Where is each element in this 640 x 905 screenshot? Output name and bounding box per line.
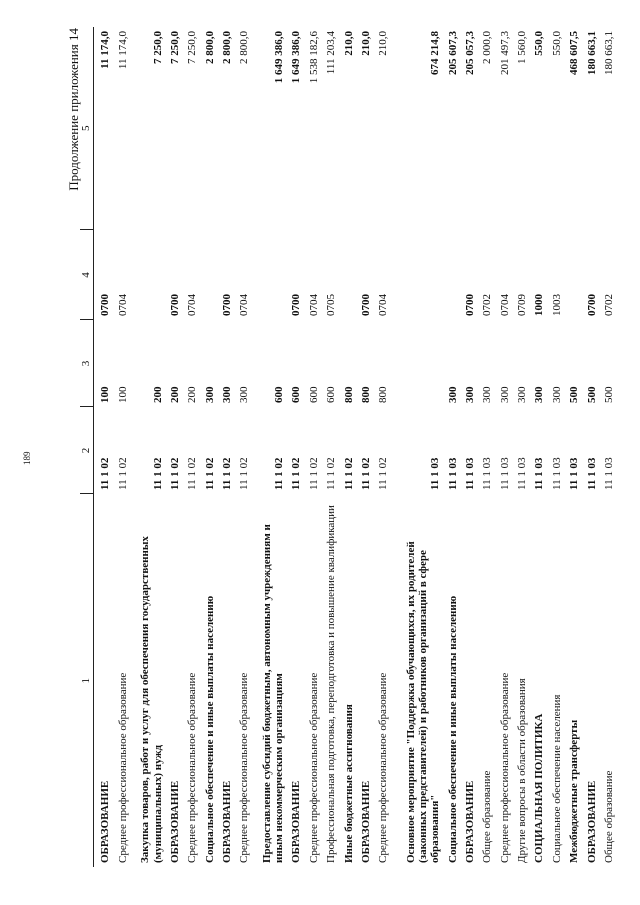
row-target-code: 11 1 03 xyxy=(429,457,442,490)
row-amount: 1 538 182,6 xyxy=(307,31,320,84)
row-expense-type: 300 xyxy=(550,386,563,403)
row-target-code: 11 1 02 xyxy=(307,457,320,490)
row-name: Основное мероприятие "Поддержка обучающихся, их родителей (законных представителей) и работников организаций в сфере образования" xyxy=(405,541,442,863)
row-expense-type: 600 xyxy=(290,386,303,403)
table-row xyxy=(598,27,615,867)
row-expense-type: 100 xyxy=(116,386,129,403)
row-target-code: 11 1 03 xyxy=(446,457,459,490)
row-expense-type: 800 xyxy=(359,386,372,403)
column-header-1: 1 xyxy=(80,494,94,867)
row-name: СОЦИАЛЬНАЯ ПОЛИТИКА xyxy=(533,713,546,863)
page-number: 189 xyxy=(22,451,32,465)
table-row xyxy=(198,27,215,867)
row-target-code: 11 1 02 xyxy=(186,457,199,490)
row-amount: 550,0 xyxy=(533,31,546,56)
row-section-code: 0700 xyxy=(99,294,112,316)
row-section-code: 0704 xyxy=(186,294,199,316)
row-amount: 2 800,0 xyxy=(203,31,216,64)
row-section-code xyxy=(441,230,458,320)
budget-table xyxy=(80,27,615,867)
row-name: Среднее профессиональное образование xyxy=(377,672,390,863)
row-amount: 210,0 xyxy=(342,31,355,56)
row-expense-type: 600 xyxy=(273,386,286,403)
row-section-code: 0704 xyxy=(116,294,129,316)
table-row xyxy=(546,27,563,867)
row-section-code: 0704 xyxy=(377,294,390,316)
row-section-code xyxy=(198,230,215,320)
row-name: Общее образование xyxy=(602,770,615,863)
row-section-code: 0704 xyxy=(238,294,251,316)
column-header-5: 5 xyxy=(80,27,94,230)
row-expense-type: 300 xyxy=(516,386,529,403)
row-name: Социальное обеспечение и иные выплаты населению xyxy=(203,595,216,863)
row-amount: 2 800,0 xyxy=(220,31,233,64)
row-name: Предоставление субсидий бюджетным, автономным учреждениям и иным некоммерческим организациям xyxy=(260,524,286,863)
table-row xyxy=(372,27,389,867)
row-amount: 1 560,0 xyxy=(516,31,529,64)
row-section-code: 1000 xyxy=(533,294,546,316)
column-header-4: 4 xyxy=(80,230,94,320)
row-section-code: 0702 xyxy=(481,294,494,316)
row-target-code: 11 1 03 xyxy=(498,457,511,490)
row-name: Иные бюджетные ассигнования xyxy=(342,704,355,863)
row-expense-type: 500 xyxy=(585,386,598,403)
row-expense-type: 500 xyxy=(602,386,615,403)
table-row xyxy=(320,27,337,867)
row-target-code: 11 1 03 xyxy=(533,457,546,490)
table-row xyxy=(285,27,302,867)
table-row xyxy=(250,27,285,867)
row-target-code: 11 1 02 xyxy=(220,457,233,490)
row-name: ОБРАЗОВАНИЕ xyxy=(359,780,372,863)
row-amount: 7 250,0 xyxy=(168,31,181,64)
row-target-code: 11 1 03 xyxy=(481,457,494,490)
table-row xyxy=(303,27,320,867)
table-row xyxy=(580,27,597,867)
row-name: Другие вопросы в области образования xyxy=(516,678,529,863)
budget-table-body xyxy=(80,27,615,867)
row-name: ОБРАЗОВАНИЕ xyxy=(168,780,181,863)
row-expense-type xyxy=(389,320,441,407)
row-section-code xyxy=(389,230,441,320)
row-expense-type: 100 xyxy=(99,386,112,403)
row-name: Общее образование xyxy=(481,770,494,863)
row-amount: 205 057,3 xyxy=(464,31,477,75)
row-target-code: 11 1 02 xyxy=(203,457,216,490)
row-amount: 11 174,0 xyxy=(99,31,112,69)
row-target-code: 11 1 02 xyxy=(99,457,112,490)
row-amount: 550,0 xyxy=(550,31,563,56)
row-target-code: 11 1 03 xyxy=(516,457,529,490)
row-name: Среднее профессиональное образование xyxy=(307,672,320,863)
row-section-code: 0705 xyxy=(325,294,338,316)
row-name: Межбюджетные трансферты xyxy=(568,719,581,863)
row-section-code: 0700 xyxy=(359,294,372,316)
row-section-code xyxy=(250,230,285,320)
row-name: ОБРАЗОВАНИЕ xyxy=(220,780,233,863)
row-amount: 11 174,0 xyxy=(116,31,129,70)
row-target-code: 11 1 02 xyxy=(342,457,355,490)
table-row xyxy=(112,27,129,867)
row-section-code: 0702 xyxy=(602,294,615,316)
row-amount: 7 250,0 xyxy=(186,31,199,64)
row-name: Среднее профессиональное образование xyxy=(498,672,511,863)
row-amount: 180 663,1 xyxy=(602,31,615,75)
table-row xyxy=(476,27,493,867)
row-name: Среднее профессиональное образование xyxy=(238,672,251,863)
row-expense-type: 500 xyxy=(568,386,581,403)
row-section-code xyxy=(129,230,164,320)
row-section-code xyxy=(563,230,580,320)
row-target-code: 11 1 02 xyxy=(359,457,372,490)
row-section-code: 0709 xyxy=(516,294,529,316)
row-amount: 180 663,1 xyxy=(585,31,598,75)
row-target-code: 11 1 02 xyxy=(377,457,390,490)
table-row xyxy=(129,27,164,867)
column-header-2: 2 xyxy=(80,407,94,494)
row-target-code: 11 1 03 xyxy=(464,457,477,490)
table-row xyxy=(94,27,112,867)
table-row xyxy=(337,27,354,867)
row-amount: 201 497,3 xyxy=(498,31,511,75)
table-row xyxy=(355,27,372,867)
table-row xyxy=(511,27,528,867)
row-expense-type: 300 xyxy=(203,386,216,403)
row-name: Социальное обеспечение и иные выплаты населению xyxy=(446,595,459,863)
row-amount: 2 000,0 xyxy=(481,31,494,64)
row-section-code: 0700 xyxy=(168,294,181,316)
row-amount: 2 800,0 xyxy=(238,31,251,64)
row-target-code: 11 1 02 xyxy=(151,457,164,490)
row-name: ОБРАЗОВАНИЕ xyxy=(290,780,303,863)
row-section-code xyxy=(337,230,354,320)
row-expense-type: 200 xyxy=(151,386,164,403)
row-amount: 1 649 386,0 xyxy=(273,31,286,84)
row-amount: 674 214,8 xyxy=(429,31,442,75)
row-expense-type: 300 xyxy=(498,386,511,403)
row-amount: 210,0 xyxy=(359,31,372,56)
table-row xyxy=(164,27,181,867)
row-target-code: 11 1 03 xyxy=(585,457,598,490)
row-expense-type: 300 xyxy=(533,386,546,403)
row-name: Среднее профессиональное образование xyxy=(116,672,129,863)
row-expense-type: 200 xyxy=(168,386,181,403)
header-row xyxy=(80,27,94,867)
row-expense-type: 600 xyxy=(325,386,338,403)
row-section-code: 0700 xyxy=(585,294,598,316)
row-section-code: 0700 xyxy=(290,294,303,316)
row-expense-type: 300 xyxy=(238,386,251,403)
row-amount: 468 607,5 xyxy=(568,31,581,75)
table-row xyxy=(563,27,580,867)
row-target-code: 11 1 02 xyxy=(238,457,251,490)
row-target-code: 11 1 02 xyxy=(290,457,303,490)
row-name: Профессиональная подготовка, переподготовка и повышение квалификации xyxy=(325,505,338,863)
row-target-code: 11 1 03 xyxy=(568,457,581,490)
table-row xyxy=(233,27,250,867)
row-expense-type: 300 xyxy=(220,386,233,403)
row-expense-type: 300 xyxy=(464,386,477,403)
row-expense-type: 600 xyxy=(307,386,320,403)
row-section-code: 0704 xyxy=(498,294,511,316)
row-amount: 111 203,4 xyxy=(325,31,338,75)
row-expense-type: 800 xyxy=(342,386,355,403)
row-name: Среднее профессиональное образование xyxy=(186,672,199,863)
column-header-3: 3 xyxy=(80,320,94,407)
row-name: ОБРАЗОВАНИЕ xyxy=(464,780,477,863)
table-row xyxy=(181,27,198,867)
row-name: Закупка товаров, работ и услуг для обеспечения государственных (муниципальных) нужд xyxy=(139,536,164,863)
table-row xyxy=(216,27,233,867)
row-target-code: 11 1 02 xyxy=(325,457,338,490)
row-section-code: 0700 xyxy=(220,294,233,316)
table-row xyxy=(459,27,476,867)
row-name: Социальное обеспечение населения xyxy=(550,694,563,863)
row-name: ОБРАЗОВАНИЕ xyxy=(585,780,598,863)
row-target-code: 11 1 03 xyxy=(550,457,563,490)
row-target-code: 11 1 02 xyxy=(168,457,181,490)
table-row xyxy=(493,27,510,867)
row-target-code: 11 1 03 xyxy=(602,457,615,490)
row-expense-type: 200 xyxy=(186,386,199,403)
table-row xyxy=(441,27,458,867)
table-row xyxy=(528,27,545,867)
row-expense-type: 300 xyxy=(446,386,459,403)
row-amount: 7 250,0 xyxy=(151,31,164,64)
row-section-code: 0700 xyxy=(464,294,477,316)
row-amount: 205 607,3 xyxy=(446,31,459,75)
row-target-code: 11 1 02 xyxy=(116,457,129,490)
row-expense-type: 300 xyxy=(481,386,494,403)
row-amount: 1 649 386,0 xyxy=(290,31,303,84)
row-section-code: 0704 xyxy=(307,294,320,316)
row-expense-type: 800 xyxy=(377,386,390,403)
row-amount: 210,0 xyxy=(377,31,390,56)
row-section-code: 1003 xyxy=(550,294,563,316)
table-row xyxy=(389,27,441,867)
row-target-code: 11 1 02 xyxy=(273,457,286,490)
appendix-title: Продолжение приложения 14 xyxy=(66,28,81,191)
row-name: ОБРАЗОВАНИЕ xyxy=(99,780,112,863)
